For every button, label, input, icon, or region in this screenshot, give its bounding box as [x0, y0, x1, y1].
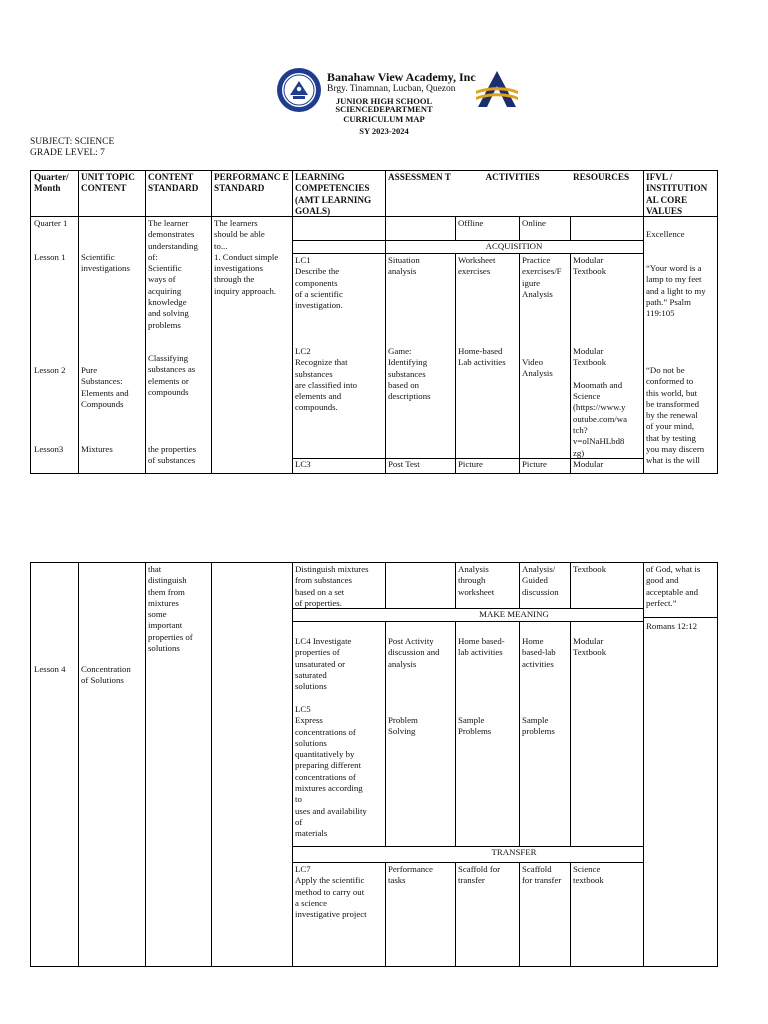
offline-label: Offline: [458, 218, 484, 228]
header-learning-competencies: LEARNING COMPETENCIES (AMT LEARNING GOALS): [295, 172, 372, 216]
school-address: Brgy. Tinamnan, Lucban, Quezon: [327, 84, 456, 94]
lc3-offline-activity: Analysis through worksheet: [458, 564, 495, 597]
lc7-resources: Science textbook: [573, 864, 604, 886]
header-performance-standard: PERFORMANC E STANDARD: [214, 172, 289, 194]
lc3-resources: Modular: [573, 459, 604, 469]
header-unit-topic: UNIT TOPIC CONTENT: [81, 172, 135, 194]
lesson-2-topic: Pure Substances: Elements and Compounds: [81, 365, 129, 409]
lc2-resources: Modular Textbook Moomath and Science (https://www.y outube.com/wa tch? v=olNaHLbd8 zg): [573, 346, 627, 458]
lesson-4-label: Lesson 4: [34, 664, 66, 674]
lc4-offline: Home based- lab activities: [458, 636, 505, 658]
lc5-online: Sample problems: [522, 715, 555, 737]
document-title: CURRICULUM MAP: [343, 114, 425, 124]
lc5-text: LC5 Express concentrations of solutions quantitatively by preparing different concentrations of mixtures according to uses and availability of materials: [295, 704, 367, 839]
lc3-online-activity: Analysis/ Guided discussion: [522, 564, 559, 597]
performance-standard-text: The learners should be able to... 1. Conduct simple investigations through the inquiry approach.: [214, 218, 279, 296]
school-level: JUNIOR HIGH SCHOOL: [335, 96, 433, 106]
value-quote-psalm: “Your word is a lamp to my feet and a light to my path.” Psalm 119:105: [646, 263, 706, 319]
lc5-assessment: Problem Solving: [388, 715, 418, 737]
lesson-1-label: Lesson 1: [34, 252, 66, 262]
lc5-offline: Sample Problems: [458, 715, 492, 737]
transfer-label: TRANSFER: [491, 847, 537, 857]
value-quote-continued: of God, what is good and acceptable and perfect.”: [646, 564, 701, 608]
value-reference: Romans 12:12: [646, 621, 698, 631]
acquisition-label: ACQUISITION: [485, 241, 543, 251]
subject-label: SUBJECT: SCIENCE: [30, 137, 115, 147]
lc3-text: Distinguish mixtures from substances based on a set of properties.: [295, 564, 369, 608]
lesson-4-topic: Concentration of Solutions: [81, 664, 131, 686]
lc7-online: Scaffold for transfer: [522, 864, 562, 886]
header-core-values: IFVL / INSTITUTION AL CORE VALUES: [646, 172, 708, 216]
lc2-online: Video Analysis: [522, 357, 553, 379]
quarter-label: Quarter 1: [34, 218, 68, 228]
lc4-online: Home based-lab activities: [522, 636, 556, 669]
online-label: Online: [522, 218, 546, 228]
curriculum-table-1: [30, 170, 718, 474]
content-standard-text: The learner demonstrates understanding of: Scientific ways of acquiring knowledge and solving problems: [148, 218, 198, 330]
content-standard-continued: that distinguish them from mixtures some important properties of solutions: [148, 564, 193, 654]
grade-level-label: GRADE LEVEL: 7: [30, 148, 105, 158]
lesson-2-content: Classifying substances as elements or compounds: [148, 353, 196, 397]
lc1-assessment: Situation analysis: [388, 255, 420, 277]
lc3-label: LC3: [295, 459, 311, 469]
lc3-resources-textbook: Textbook: [573, 564, 607, 574]
lc2-offline: Home-based Lab activities: [458, 346, 506, 368]
lc7-assessment: Performance tasks: [388, 864, 433, 886]
lc1-resources: Modular Textbook: [573, 255, 607, 277]
lc7-offline: Scaffold for transfer: [458, 864, 501, 886]
value-excellence: Excellence: [646, 229, 685, 239]
lc7-text: LC7 Apply the scientific method to carry out a science investigative project: [295, 864, 367, 920]
make-meaning-label: MAKE MEANING: [479, 609, 549, 619]
lesson-2-label: Lesson 2: [34, 365, 66, 375]
value-quote-romans: “Do not be conformed to this world, but be transformed by the renewal of your mind, that by testing you may discern what is the will: [646, 365, 705, 466]
lc3-offline: Picture: [458, 459, 483, 469]
school-year: SY 2023-2024: [359, 126, 409, 136]
header-activities: ACTIVITIES: [485, 172, 540, 182]
lc1-text: LC1 Describe the components of a scientific investigation.: [295, 255, 343, 311]
lc1-offline: Worksheet exercises: [458, 255, 496, 277]
header-assessment: ASSESSMEN T: [388, 172, 451, 182]
curriculum-table-2: [30, 562, 718, 967]
lc4-text: LC4 Investigate properties of unsaturated or saturated solutions: [295, 636, 352, 692]
lc1-online: Practice exercises/F igure Analysis: [522, 255, 562, 299]
lesson-3-content: the properties of substances: [148, 444, 197, 466]
header-content-standard: CONTENT STANDARD: [148, 172, 199, 194]
lc4-assessment: Post Activity discussion and analysis: [388, 636, 440, 669]
lc3-assessment: Post Test: [388, 459, 420, 469]
header-resources: RESOURCES: [573, 172, 630, 182]
lc2-assessment: Game: Identifying substances based on descriptions: [388, 346, 431, 402]
lc3-online: Picture: [522, 459, 547, 469]
lesson-1-topic: Scientific investigations: [81, 252, 130, 274]
lesson-3-topic: Mixtures: [81, 444, 113, 454]
school-name: Banahaw View Academy, Inc: [327, 70, 476, 84]
document-header: [0, 0, 768, 158]
header-quarter: Quarter/ Month: [34, 172, 69, 194]
lesson-3-label: Lesson3: [34, 444, 64, 454]
department: SCIENCEDEPARTMENT: [335, 104, 433, 114]
lc2-text: LC2 Recognize that substances are classified into elements and compounds.: [295, 346, 358, 413]
lc4-resources: Modular Textbook: [573, 636, 607, 658]
